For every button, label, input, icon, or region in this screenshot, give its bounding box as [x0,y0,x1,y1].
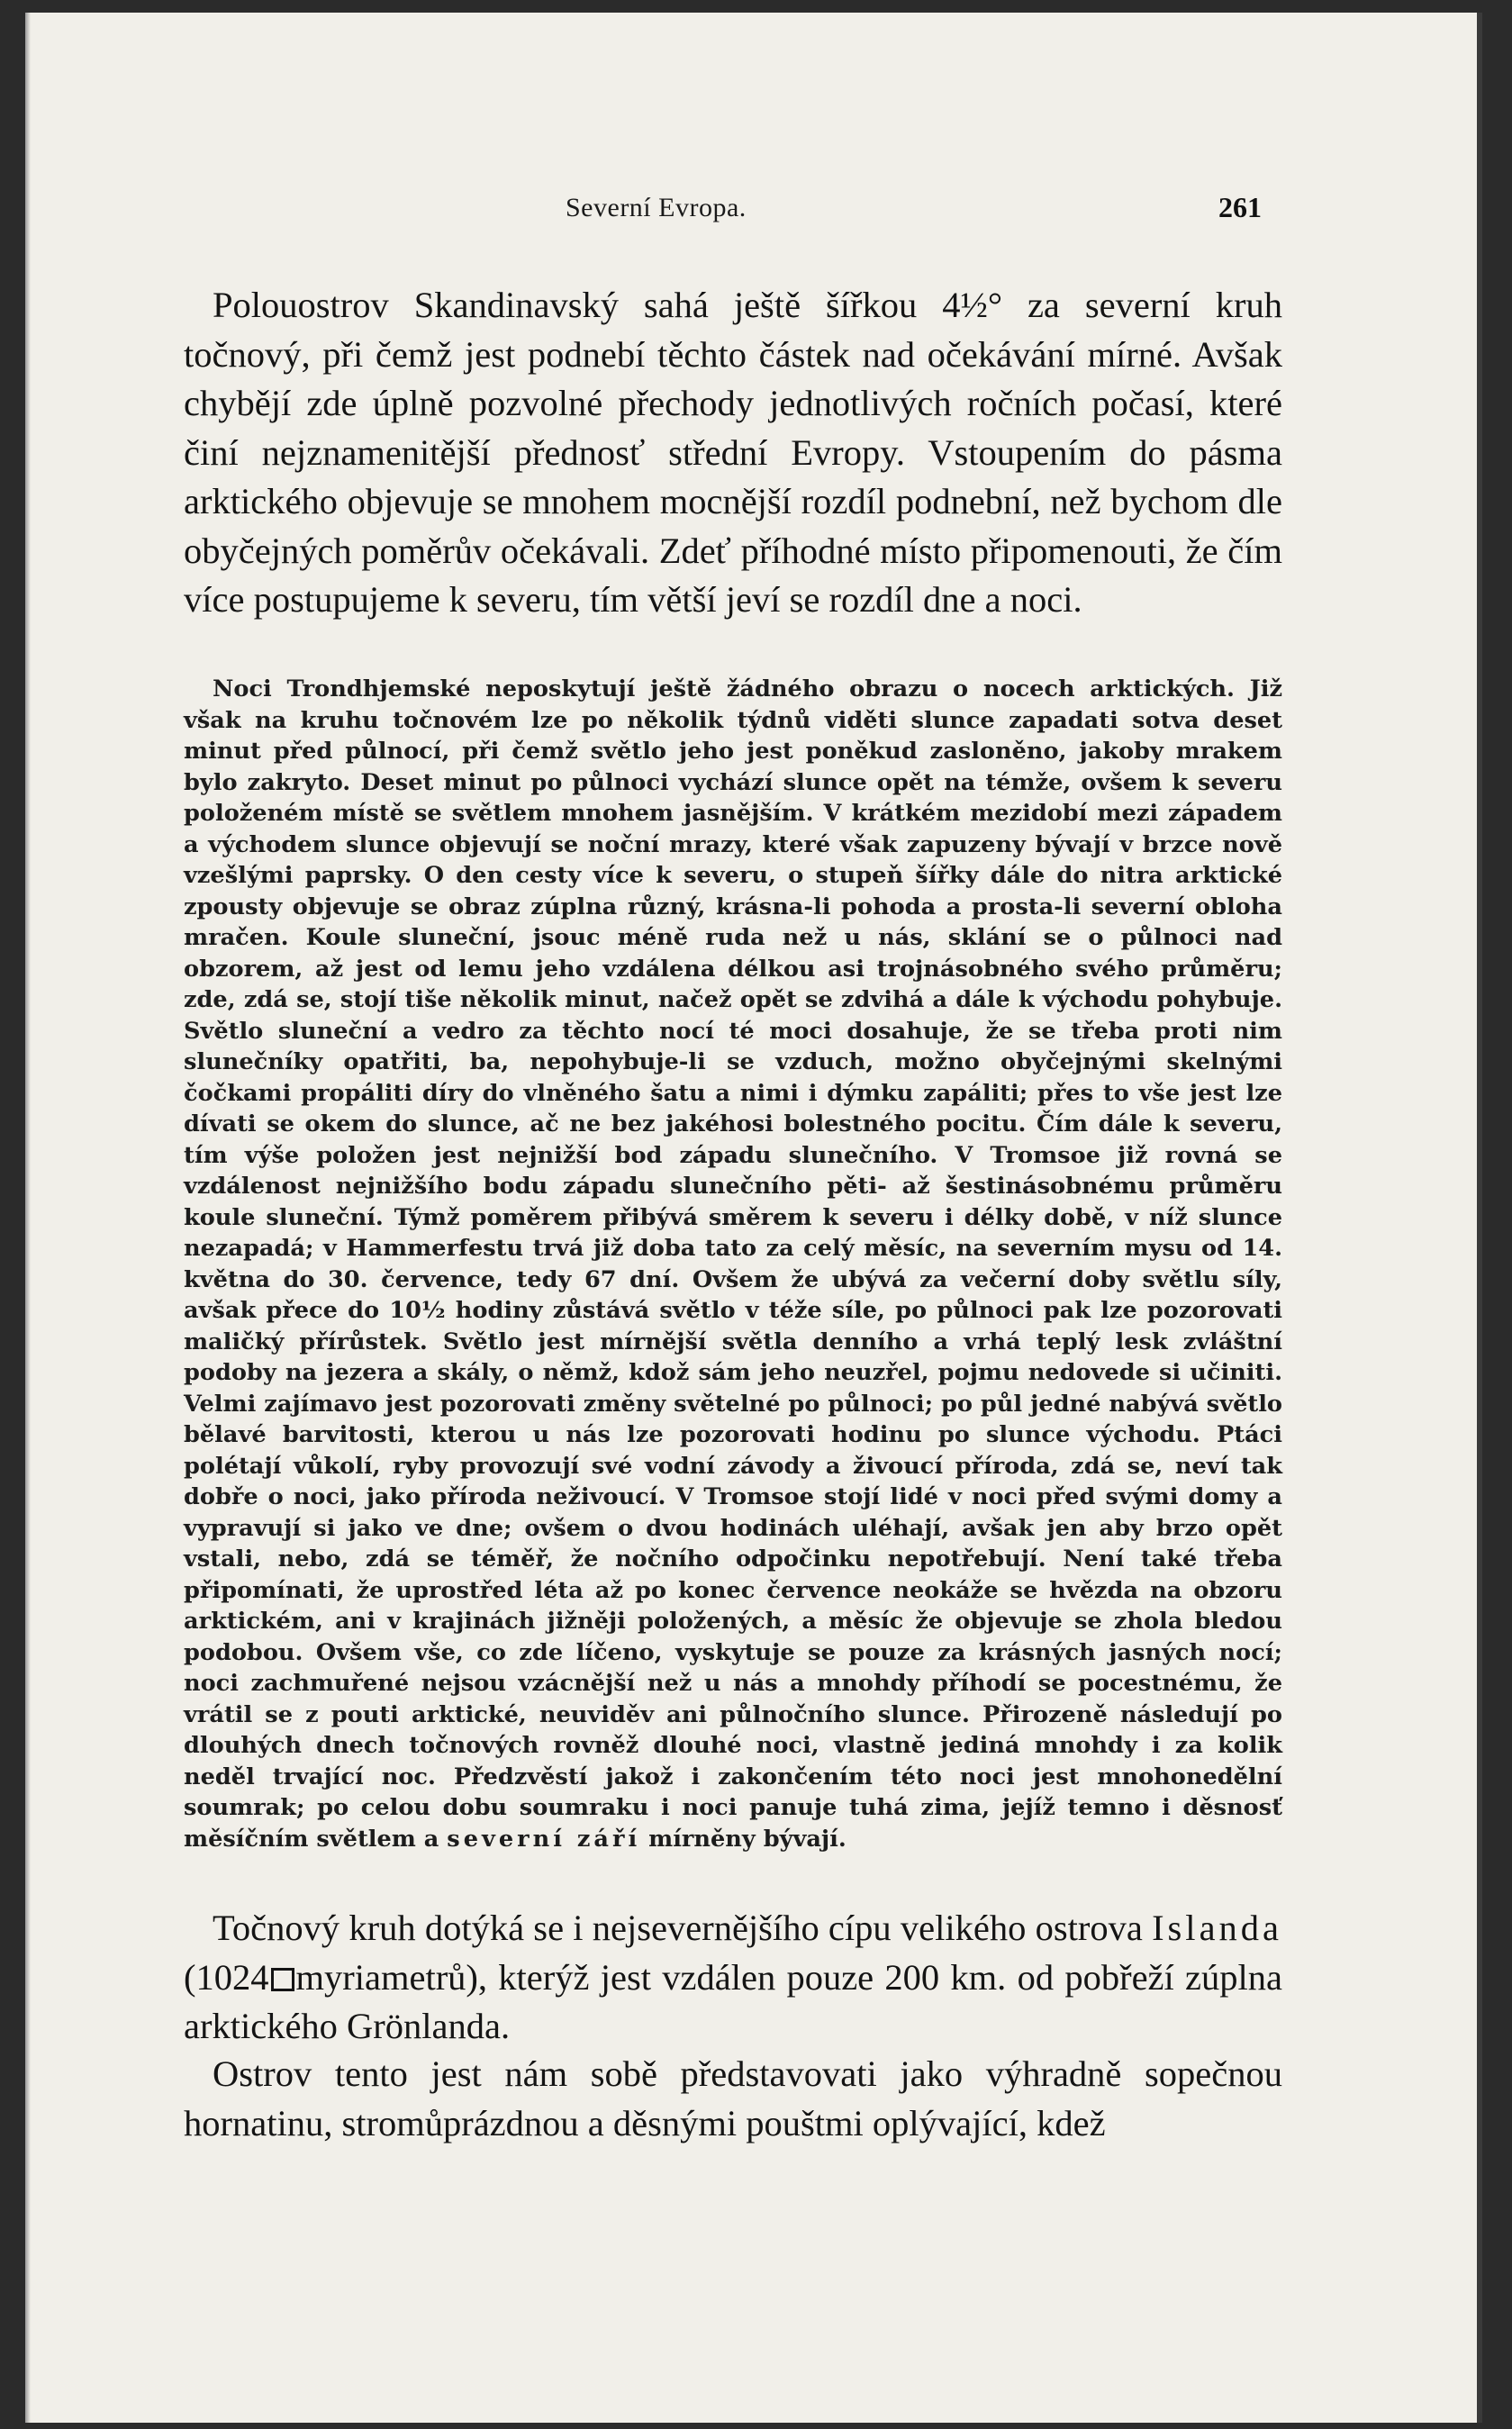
paragraph-text: Ostrov tento jest nám sobě představovati jako výhradně sopečnou hornatinu, stromůprázdnou a děsnými pouštmi oplývající, kdež [184,2053,1282,2144]
book-page [25,13,1482,2423]
paragraph-tail: myriametrů), kterýž jest vzdálen pouze 200 km. od pobřeží zúplna arktického Grönlanda. [184,1956,1282,2046]
paragraph-lead: Točnový kruh dotýká se i nejsevernějšího cípu velikého ostrova [213,1908,1143,1948]
paragraph-3 [184,1904,1282,2052]
page-header [25,193,1477,229]
paragraph-2-small-print [184,674,1282,1854]
page-number: 261 [1218,191,1262,223]
running-head: Severní Evropa. [566,193,747,222]
area-figure: (1024 [184,1956,269,1998]
paragraph-text [184,674,1282,1854]
paragraph-text [184,1904,1282,2052]
page-edge-shadow [25,13,31,2423]
paragraph-body: Noci Trondhjemské neposkytují ještě žádného obrazu o nocech arktických. Již však na kruhu točnovém lze po několik týdnů viděti slunce zapadati sotva deset minut před půlnocí, při čemž světlo jeho jest poněkud zasloněno, jakoby mrakem bylo zakryto. Deset minut po půlnoci vychází slunce opět na témže, ovšem k severu položeném místě se světlem mnohem jasnějším. V krátkém mezidobí mezi západem a východem slunce objevují se noční mrazy, které však zapuzeny bývají v brzce nově vzešlými paprsky. O den cesty více k severu, o stupeň šířky dále do nitra arktické zpousty objevuje se obraz zúplna různý, krásna-li pohoda a prosta-li severní obloha mračen. Koule sluneční, jsouc méně ruda než u nás, sklání se o půlnoci nad obzorem, až jest od lemu jeho vzdálena délkou asi trojnásobného svého průměru; zde, zdá se, stojí tiše několik minut, načež opět se zdvihá a dále k východu pohybuje. Světlo sluneční a vedro za těchto nocí té moci dosahuje, že se třeba proti nim slunečníky opatřiti, ba, nepohybuje-li se vzduch, možno obyčejnými skelnými čočkami propáliti díry do vlněného šatu a nimi i dýmku zapáliti; přes to vše jest lze dívati se okem do slunce, ač ne bez jakéhosi bolestného pocitu. Čím dále k severu, tím výše položen jest nejnižší bod západu slunečního. V Tromsoe již rovná se vzdálenost nejnižšího bodu západu slunečního pěti- až šestinásobnému průměru koule sluneční. Týmž poměrem přibývá směrem k severu i délky době, v níž slunce nezapadá; v Hammerfestu trvá již doba tato za celý měsíc, na severním mysu od 14. května do 30. července, tedy 67 dní. Ovšem že ubývá za večerní doby světlu síly, avšak přece do 10½ hodiny zůstává světlo v téže síle, po půlnoci pak lze pozorovati maličký přírůstek. Světlo jest mírnější světla denního a vrhá teplý lesk zvláštní podoby na jezera a skály, o němž, kdož sám jeho neuzřel, pojmu nedovede si učiniti. Velmi zajímavo jest pozorovati změny světelné po půlnoci; po půl jedné nabývá světlo bělavé barvitosti, kterou u nás lze pozorovati hodinu po slunce východu. Ptáci polétají vůkolí, ryby provozují své vodní závody a živoucí příroda, zdá se, neví tak dobře o noci, jako příroda neživoucí. V Tromsoe stojí lidé v noci před svými domy a vypravují si jako ve dne; ovšem o dvou hodinách uléhají, avšak jen aby brzo opět vstali, nebo, zdá se téměř, že nočního odpočinku nepotřebují. Není také třeba připomínati, že uprostřed léta až po konec července neokáže se hvězda na obzoru arktickém, ani v krajinách jižněji položených, a měsíc že objevuje se zhola bledou podobou. Ovšem vše, co zde líčeno, vyskytuje se pouze za krásných jasných nocí; noci zachmuřené nejsou vzácnější než u nás a mnohdy příhodí se pocestnému, že vrátil se z pouti arktické, neuviděv ani půlnočního slunce. Přirozeně následují po dlouhých dnech točnových rovněž dlouhé noci, vlastně jediná mnohdy i za kolik neděl trvající noc. Předzvěstí jakož i zakončením této noci jest mnohonedělní soumrak; po celou dobu soumraku i noci panuje tuhá zima, jejíž temno i děsnosť měsíčním světlem a [184,675,1282,1853]
spaced-emphasis: Islanda [1152,1908,1283,1948]
paragraph-tail: mírněny bývají. [648,1825,847,1853]
paragraph-text: Polouostrov Skandinavský sahá ještě šířkou 4½° za severní kruh točnový, při čemž jest podnebí těchto částek nad očekávání mírné. Avšak chybějí zde úplně pozvolné přechody jednotlivých ročních počasí, které činí nejznamenitější přednosť střední Evropy. Vstoupením do pásma arktického objevuje se mnohem mocnější rozdíl podnební, než bychom dle obyčejných poměrův očekávali. Zdeť příhodné místo připomenouti, že čím více postupujeme k severu, tím větší jeví se rozdíl dne a noci. [184,285,1282,620]
paragraph-1 [184,281,1282,625]
paragraph-4 [184,2050,1282,2148]
spaced-emphasis: severní září [447,1825,641,1853]
square-unit-icon [271,1968,294,1991]
